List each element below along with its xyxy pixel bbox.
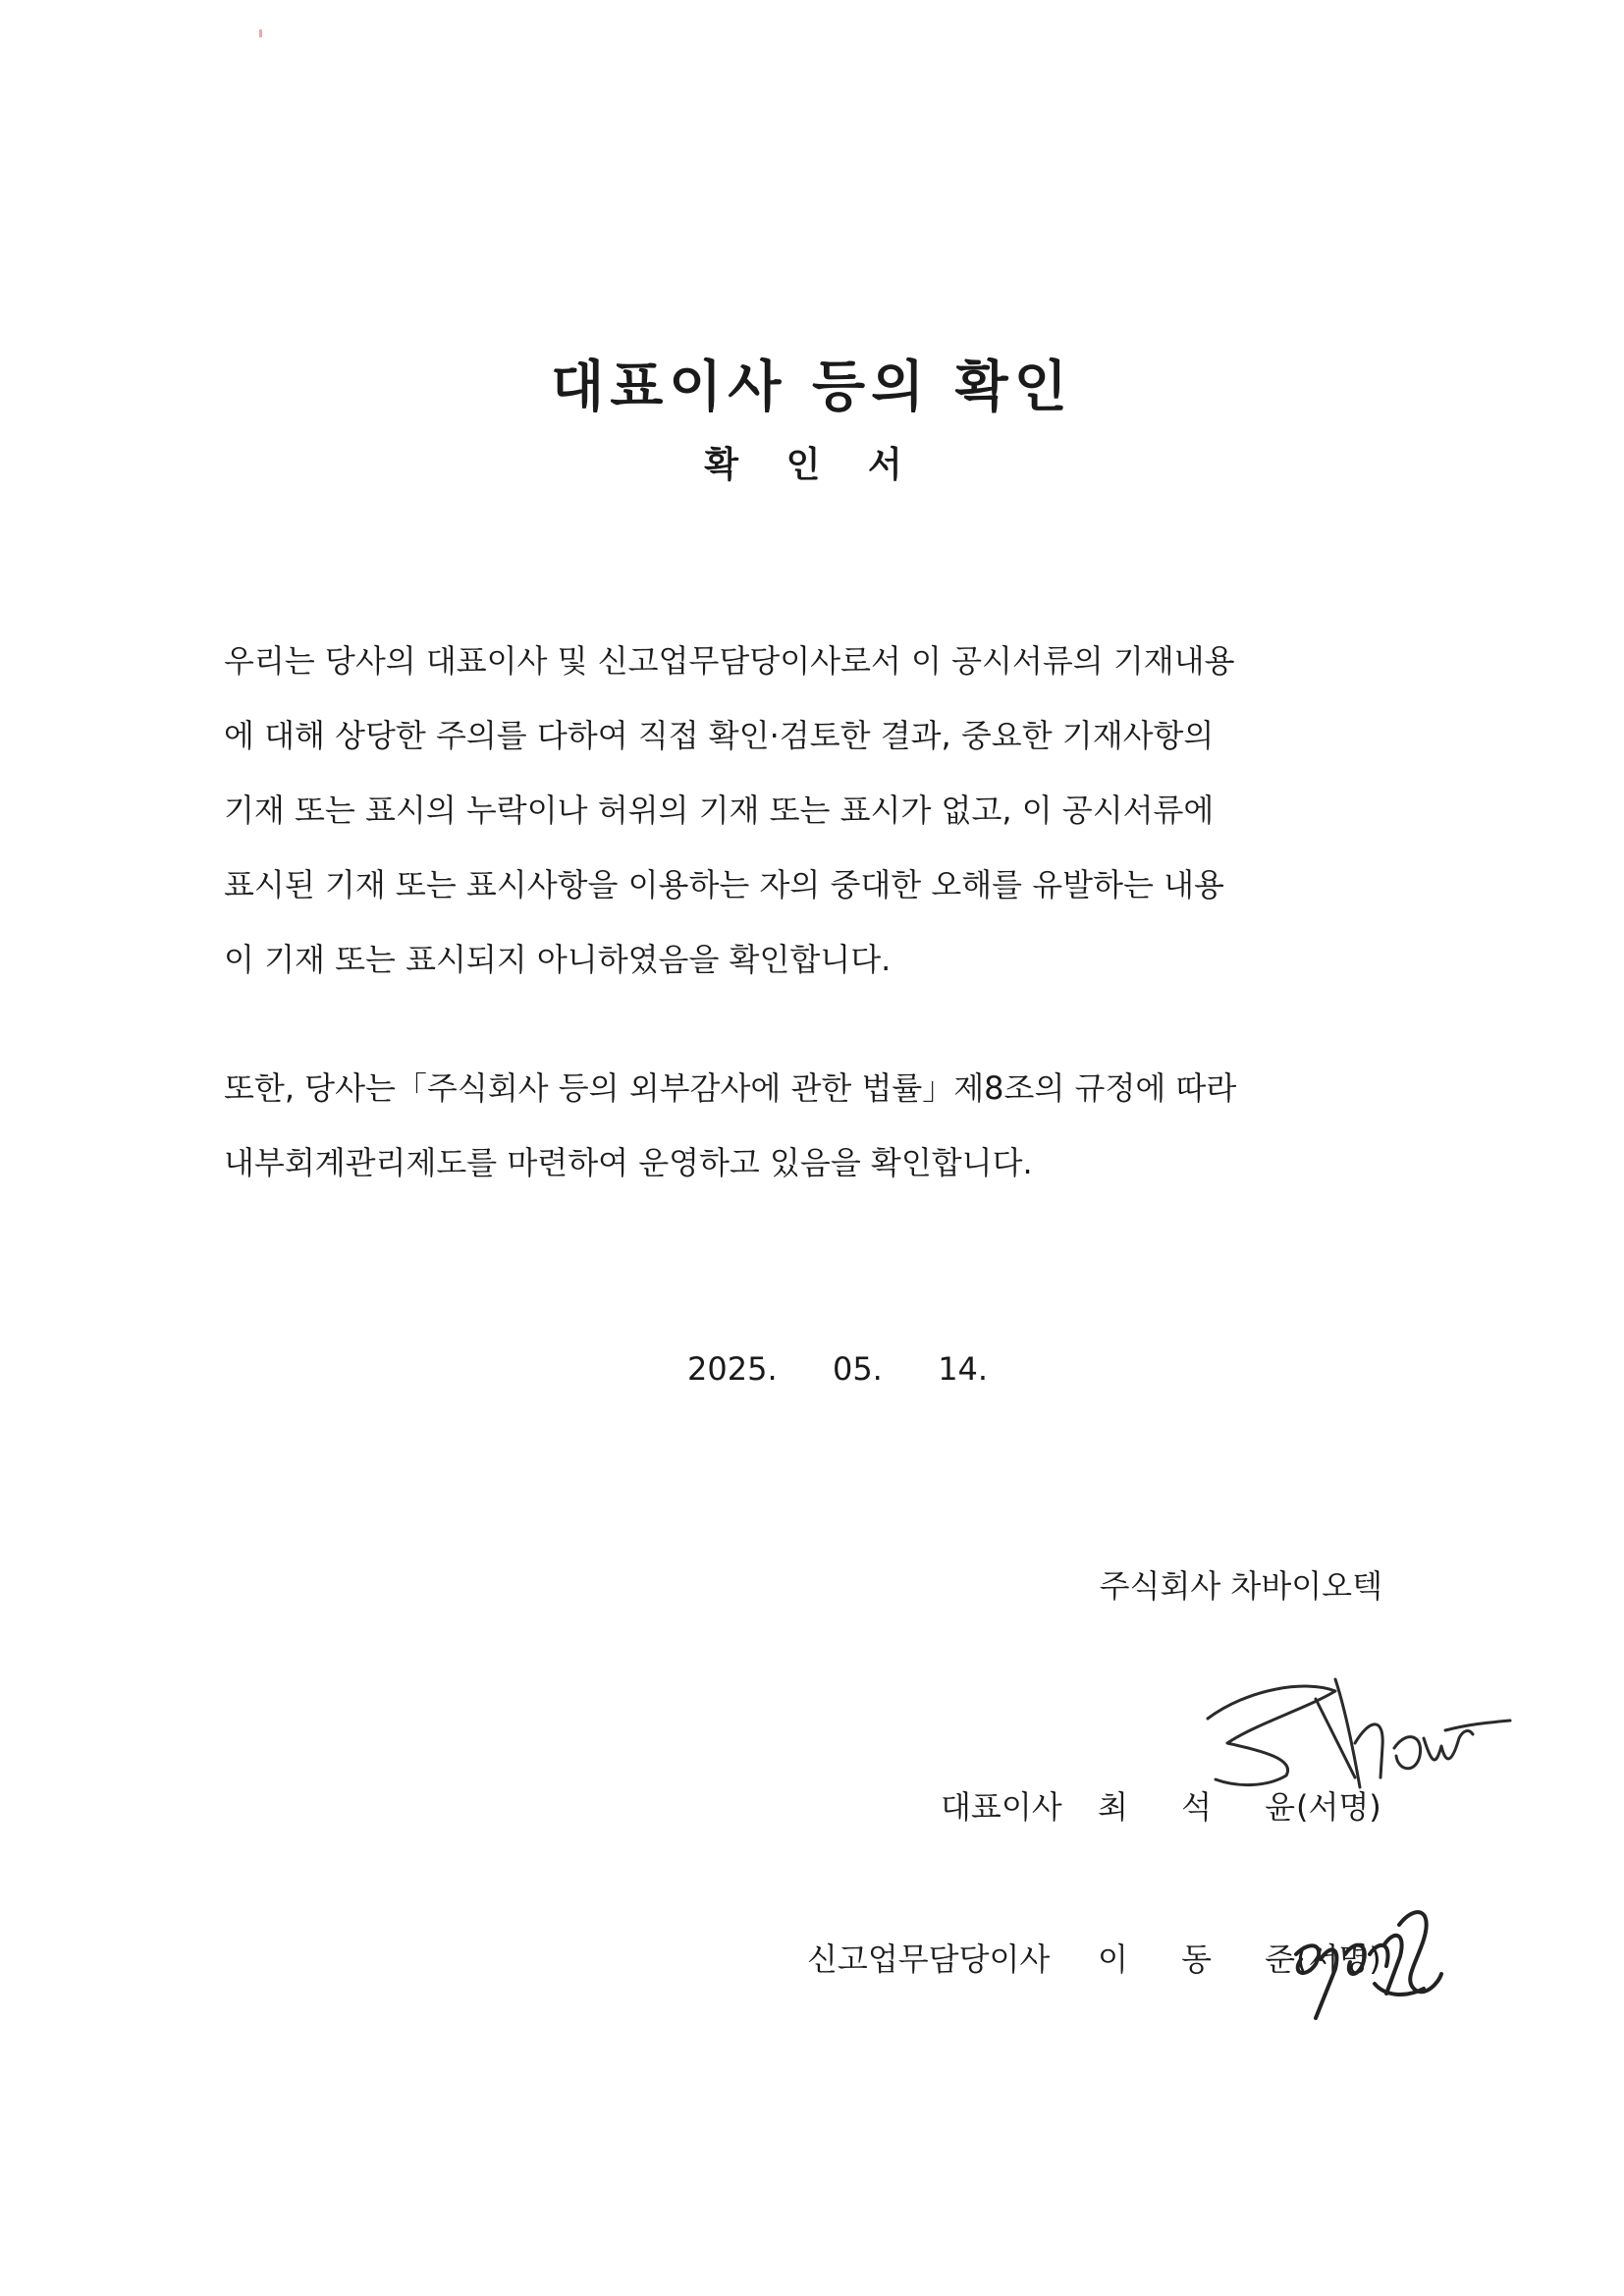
signer-name: 이 동 준 <box>1098 1941 1318 1978</box>
confirmation-paragraph <box>224 624 1388 997</box>
signature-mark-label: (서명) <box>1296 1941 1381 1978</box>
internal-control-paragraph <box>224 1051 1388 1200</box>
paragraph-line: 내부회계관리제도를 마련하여 운영하고 있음을 확인합니다. <box>224 1144 1033 1181</box>
company-name: 주식회사 차바이오텍 <box>1099 1567 1382 1605</box>
signer-title: 신고업무담당이사 <box>807 1941 1051 1978</box>
paragraph-line: 기재 또는 표시의 누락이나 허위의 기재 또는 표시가 없고, 이 공시서류에 <box>224 792 1215 829</box>
paragraph-line: 우리는 당사의 대표이사 및 신고업무담당이사로서 이 공시서류의 기재내용 <box>224 642 1235 680</box>
signer-name: 최 석 윤 <box>1098 1788 1318 1826</box>
handwritten-signature-ceo <box>1188 1640 1512 1827</box>
signature-mark-label: (서명) <box>1296 1788 1381 1826</box>
paragraph-line: 또한, 당사는「주식회사 등의 외부감사에 관한 법률」제8조의 규정에 따라 <box>224 1069 1237 1107</box>
handwritten-signature-disclosure-officer <box>1276 1886 1453 2033</box>
scan-artifact <box>259 29 262 37</box>
document-date: 2025. 05. 14. <box>687 1350 989 1388</box>
document-title: 대표이사 등의 확인 <box>551 355 1073 419</box>
paragraph-line: 표시된 기재 또는 표시사항을 이용하는 자의 중대한 오해를 유발하는 내용 <box>224 866 1224 903</box>
document-subtitle: 확 인 서 <box>704 445 920 485</box>
signer-title: 대표이사 <box>941 1788 1062 1826</box>
paragraph-line: 이 기재 또는 표시되지 아니하였음을 확인합니다. <box>224 941 892 978</box>
paragraph-line: 에 대해 상당한 주의를 다하여 직접 확인·검토한 결과, 중요한 기재사항의 <box>224 717 1215 754</box>
